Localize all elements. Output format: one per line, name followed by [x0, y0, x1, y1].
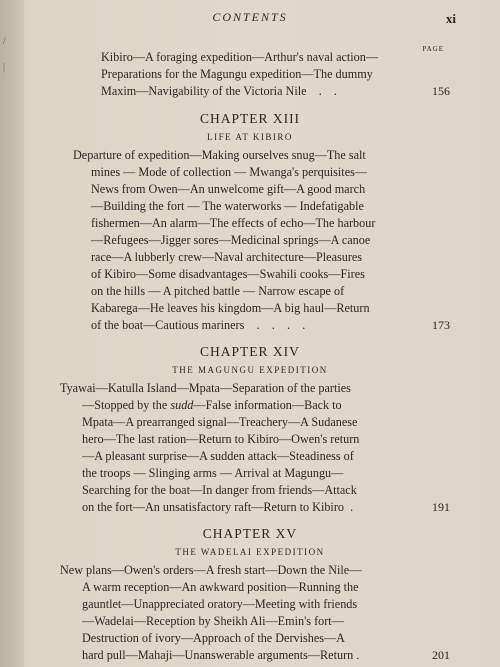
entry-line: Kibiro—A foraging expedition—Arthur's naval action—: [101, 50, 379, 64]
entry-line: —Wadelai—Reception by Sheikh Ali—Emin's fort—: [82, 614, 344, 628]
entry-line: hard pull—Mahaji—Unanswerable arguments—Return .: [82, 648, 360, 662]
entry-line: race—A lubberly crew—Naval architecture—Pleasures: [91, 250, 363, 264]
gutter-mark: |: [3, 62, 6, 73]
entry-line: Mpata—A prearranged signal—Treachery—A Sudanese: [82, 415, 358, 429]
entry-line: Searching for the boat—In danger from friends—Attack: [82, 483, 357, 497]
entry-line: gauntlet—Unappreciated oratory—Meeting with friends: [82, 597, 358, 611]
chapter-subtitle: THE WADELAI EXPEDITION: [175, 547, 325, 557]
entry-line: —A pleasant surprise—A sudden attack—Steadiness of: [82, 449, 354, 463]
entry-line: hero—The last ration—Return to Kibiro—Owen's return: [82, 432, 360, 446]
entry-line: Tyawai—Katulla Island—Mpata—Separation of the parties: [60, 381, 351, 395]
page-number: 191: [432, 500, 450, 514]
gutter-mark: /: [3, 36, 6, 47]
chapter-heading: CHAPTER XIII: [199, 111, 301, 126]
running-header-title: CONTENTS: [212, 10, 288, 24]
entry-line: A warm reception—An awkward position—Running the: [82, 580, 359, 594]
running-header-page-number: xi: [445, 11, 456, 26]
page-column-label: PAGE: [422, 45, 444, 53]
entry-line: of Kibiro—Some disadvantages—Swahili cooks—Fires: [91, 267, 365, 281]
entry-line: New plans—Owen's orders—A fresh start—Down the Nile—: [60, 563, 362, 577]
page-number: 173: [432, 318, 450, 332]
entry-line: on the hills — A pitched battle — Narrow escape of: [91, 284, 345, 298]
page-number: 156: [432, 84, 450, 98]
chapter-heading: CHAPTER XIV: [200, 344, 300, 359]
entry-line: Kabarega—He leaves his kingdom—A big haul—Return: [91, 301, 370, 315]
chapter-heading: CHAPTER XV: [202, 526, 298, 541]
entry-line: the troops — Slinging arms — Arrival at Magungu—: [82, 466, 344, 480]
entry-line: News from Owen—An unwelcome gift—A good march: [91, 182, 366, 196]
entry-line: fishermen—An alarm—The effects of echo—The harbour: [91, 216, 376, 230]
entry-line: Destruction of ivory—Approach of the Dervishes—A: [82, 631, 345, 645]
chapter-subtitle: LIFE AT KIBIRO: [207, 132, 293, 142]
entry-line: mines — Mode of collection — Mwanga's perquisites—: [91, 165, 368, 179]
entry-line: —Building the fort — The waterworks — Indefatigable: [91, 199, 364, 213]
entry-line: of the boat—Cautious mariners . . . .: [91, 318, 306, 332]
page-number: 201: [432, 648, 450, 662]
entry-line: Departure of expedition—Making ourselves snug—The salt: [73, 148, 366, 162]
entry-line: Maxim—Navigability of the Victoria Nile . .: [101, 84, 350, 98]
entry-line: —Stopped by the sudd—False information—Back to: [82, 398, 342, 412]
page-gutter: [0, 0, 24, 667]
entry-line: Preparations for the Magungu expedition—The dummy: [101, 67, 373, 81]
chapter-subtitle: THE MAGUNGU EXPEDITION: [172, 365, 328, 375]
entry-line: —Refugees—Jigger sores—Medicinal springs—A canoe: [91, 233, 371, 247]
entry-line: on the fort—An unsatisfactory raft—Return to Kibiro .: [82, 500, 354, 514]
